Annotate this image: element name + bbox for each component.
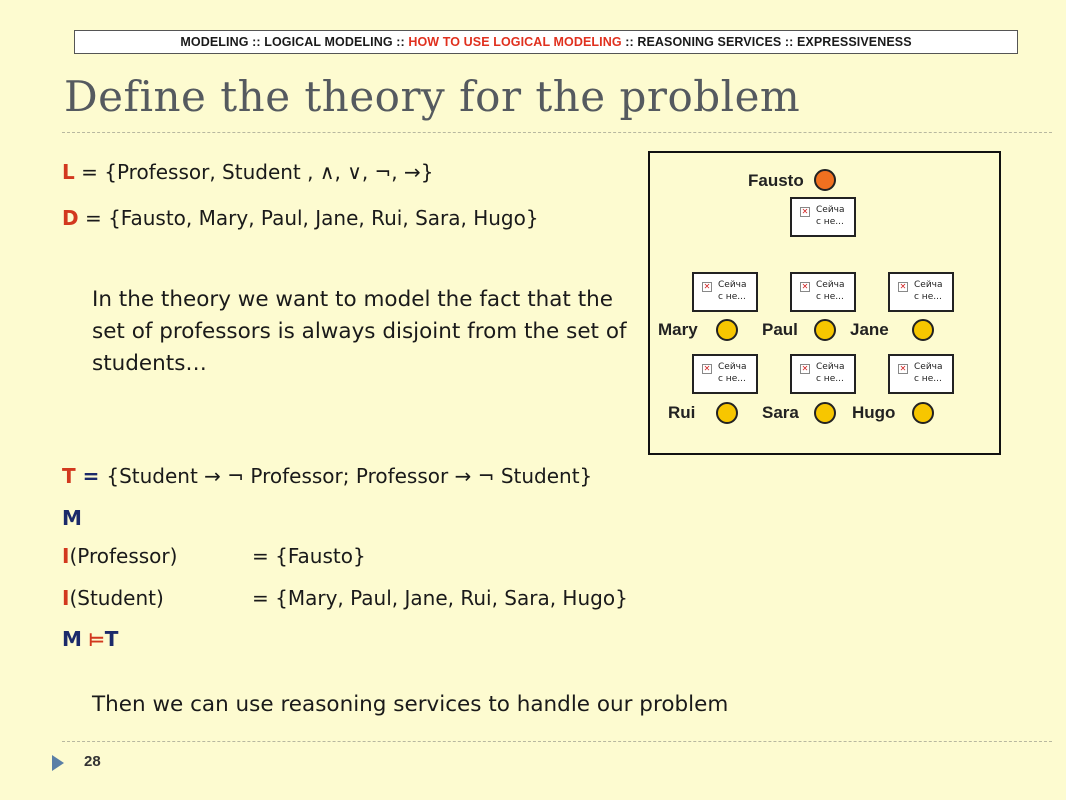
image-alt-2: с не... [914,374,942,384]
professor-dot-icon [814,169,836,191]
student-dot-icon [912,402,934,424]
image-alt-1: Сейча [816,280,845,290]
broken-image-icon [790,354,856,394]
broken-image-icon [888,354,954,394]
theory-symbol: T [62,464,76,488]
student-label-rui: Rui [668,403,696,422]
student-dot-icon [716,402,738,424]
broken-image-x-icon: ✕ [801,282,809,291]
student-dot-icon [814,402,836,424]
people-diagram [648,151,1001,455]
entailment-symbol: ⊨ [88,630,105,651]
student-label-hugo: Hugo [852,403,896,422]
broken-image-x-icon: ✕ [801,207,809,216]
conclusion-text: Then we can use reasoning services to handle our problem [92,692,729,717]
domain-symbol: D [62,206,79,230]
image-alt-1: Сейча [718,280,747,290]
broken-image-x-icon: ✕ [703,364,711,373]
disjointness-paragraph: In the theory we want to model the fact that the set of professors is always disjoint from the set of students… [92,287,627,376]
image-alt-1: Сейча [914,280,943,290]
image-alt-2: с не... [816,292,844,302]
breadcrumb-item-reasoning-services[interactable]: REASONING SERVICES [637,35,782,49]
image-alt-2: с не... [718,374,746,384]
bullet-triangle-icon [52,755,64,771]
broken-image-x-icon: ✕ [801,364,809,373]
image-alt-2: с не... [718,292,746,302]
broken-image-icon [888,272,954,312]
breadcrumb-separator: :: [621,35,638,49]
entailment-left: M [62,627,82,651]
image-alt-1: Сейча [718,362,747,372]
interp-value: = {Mary, Paul, Jane, Rui, Sara, Hugo} [252,586,628,610]
image-alt-1: Сейча [816,362,845,372]
language-symbol: L [62,160,75,184]
student-label-paul: Paul [762,320,798,339]
professor-label: Fausto [748,171,804,190]
theory-line [62,464,592,488]
breadcrumb-item-modeling[interactable]: MODELING [180,35,249,49]
student-dot-icon [814,319,836,341]
interpretation-student [62,586,628,610]
breadcrumb [74,30,1018,54]
student-label-sara: Sara [762,403,799,422]
broken-image-x-icon: ✕ [703,282,711,291]
breadcrumb-separator: :: [248,35,265,49]
language-value: = {Professor, Student , ∧, ∨, ¬, →} [74,160,434,184]
interp-value: = {Fausto} [252,544,366,568]
page-title: Define the theory for the problem [64,72,801,121]
interp-arg: (Professor) [69,544,178,568]
page-number: 28 [84,753,101,770]
model-line [62,506,82,530]
student-label-mary: Mary [658,320,698,339]
theory-value: {Student → ¬ Professor; Professor → ¬ Student} [106,464,593,488]
title-divider [62,132,1052,133]
image-alt-2: с не... [816,217,844,227]
image-alt-2: с не... [914,292,942,302]
broken-image-icon [692,354,758,394]
student-label-jane: Jane [850,320,889,339]
image-alt-1: Сейча [816,205,845,215]
interp-symbol: I [62,586,70,610]
breadcrumb-item-logical-modeling[interactable]: LOGICAL MODELING [264,35,393,49]
interp-symbol: I [62,544,70,568]
image-alt-1: Сейча [914,362,943,372]
breadcrumb-separator: :: [781,35,797,49]
broken-image-x-icon: ✕ [899,364,907,373]
domain-line [62,206,539,230]
entailment-right: T [104,627,119,651]
interp-arg: (Student) [69,586,164,610]
model-symbol: M [62,506,82,530]
broken-image-x-icon: ✕ [899,282,907,291]
broken-image-icon [790,272,856,312]
entailment-line [62,627,118,651]
student-dot-icon [912,319,934,341]
theory-eq: = [75,464,107,488]
breadcrumb-item-expressiveness[interactable]: EXPRESSIVENESS [797,35,912,49]
language-line [62,160,434,184]
image-alt-2: с не... [816,374,844,384]
footer-divider [62,741,1052,742]
interpretation-professor [62,544,366,568]
broken-image-icon [790,197,856,237]
breadcrumb-item-how-to-use[interactable]: HOW TO USE LOGICAL MODELING [408,35,622,49]
domain-value: = {Fausto, Mary, Paul, Jane, Rui, Sara, Hugo} [78,206,539,230]
breadcrumb-separator: :: [392,35,409,49]
student-dot-icon [716,319,738,341]
broken-image-icon [692,272,758,312]
